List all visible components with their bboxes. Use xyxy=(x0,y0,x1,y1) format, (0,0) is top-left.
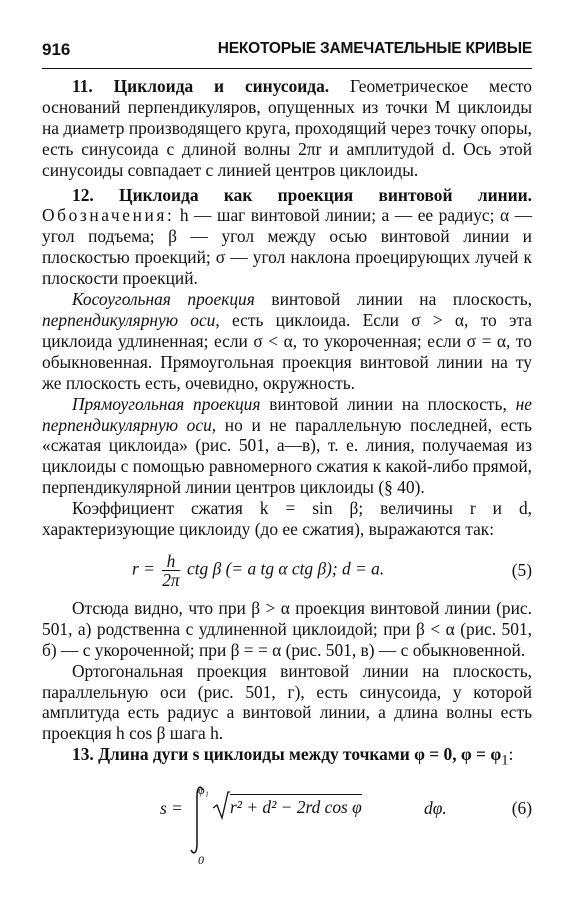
formula-6-integrand: r² + d² − 2rd cos φ xyxy=(230,794,362,818)
section-13-heading: 13. Длина дуги s циклоиды между точками φ = 0, φ = φ xyxy=(72,744,502,765)
formula-5-rest: ctg β (= a tg α ctg β); d = a. xyxy=(187,558,385,579)
formula-5-lhs: r = xyxy=(132,558,155,579)
rect-projection-term: Прямоугольная проекция xyxy=(72,393,261,414)
sqrt-sign-icon xyxy=(212,790,230,820)
section-11-text: Геометрическое место оснований перпендикуляров, опущенных из точки M циклоиды на диаметр производящего круга, проходящий через точку опоры, есть синусоида с длиной волны 2πr и амплитудой d. Ось этой синусоиды совпадает с линией центров циклоиды. xyxy=(42,76,533,180)
orthogonal-paragraph: Ортогональная проекция винтовой линии на плоскость, параллельную оси (рис. 501, г), есть синусоида, у которой амплитуда есть радиус a винтовой линии, а длина волны есть проекция h cos β шага h. xyxy=(42,660,532,744)
formula-6 xyxy=(42,780,532,870)
notation-label: Обозначения: xyxy=(42,205,175,226)
section-12-paragraph xyxy=(42,185,532,290)
formula-5-fraction xyxy=(162,552,179,589)
coefficient-paragraph: Коэффициент сжатия k = sin β; величины r и d, характеризующие циклоиду (до ее сжатия), выражаются так: xyxy=(42,498,532,540)
integral-upper-limit: φ₁ xyxy=(198,782,209,797)
section-12-heading: 12. Циклоида как проекция винтовой линии. xyxy=(72,184,532,205)
formula-5 xyxy=(42,548,532,594)
section-11-paragraph xyxy=(42,76,532,181)
section-13-paragraph xyxy=(42,744,532,771)
formula-6-differential: dφ. xyxy=(424,797,447,818)
page-body xyxy=(42,76,532,870)
hence-paragraph: Отсюда видно, что при β > α проекция винтовой линии (рис. 501, а) родственна с удлиненной циклоидой; при β < α (рис. 501, б) — с укороченной; при β = = α (рис. 501, в) — с обыкновенной. xyxy=(42,597,532,660)
oblique-projection-paragraph xyxy=(42,289,532,394)
rect-projection-paragraph xyxy=(42,394,532,499)
oblique-text-2: есть циклоида. Если σ > α, то эта циклоида удлиненная; если σ < α, то укороченная; если σ = α, то обыкновенная. Прямоугольная проекция винтовой линии на ту же плоскость есть, очевидно, окружность. xyxy=(42,309,532,393)
notation-text: h — шаг винтовой линии; a — ее радиус; α — угол подъема; β — угол между осью винтовой линии и плоскостью проекций; σ — угол наклона проецирующих лучей к плоскости проекций. xyxy=(42,205,532,289)
formula-6-lhs: s = xyxy=(160,797,183,818)
formula-5-denominator: 2π xyxy=(162,569,180,590)
rect-text-1: винтовой линии на плоскость, xyxy=(260,393,516,414)
section-13-colon: : xyxy=(508,744,514,765)
formula-5-numerator: h xyxy=(162,552,179,571)
rect-term-2: не перпендикулярную оси, xyxy=(42,393,532,435)
integral-lower-limit: 0 xyxy=(198,852,204,867)
formula-5-label: (5) xyxy=(511,559,532,580)
page-number: 916 xyxy=(42,40,71,59)
section-13-subscript: 1 xyxy=(501,752,509,769)
oblique-projection-term: Косоугольная проекция xyxy=(72,289,255,310)
oblique-text-1: винтовой линии на плоскость, xyxy=(254,289,532,310)
oblique-term-2: перпендикулярную оси, xyxy=(42,309,220,330)
formula-6-label: (6) xyxy=(511,797,532,818)
section-11-heading: 11. Циклоида и синусоида. xyxy=(72,76,330,96)
running-title: НЕКОТОРЫЕ ЗАМЕЧАТЕЛЬНЫЕ КРИВЫЕ xyxy=(217,40,532,57)
formula-5-expression xyxy=(132,552,384,589)
rect-text-2: но и не параллельную последней, есть «сжатая циклоида» (рис. 501, а—в), т. е. линия, получаемая из циклоиды с помощью равномерного сжатия к какой-либо прямой, перпендикулярной линии центров циклоиды (§ 40). xyxy=(42,414,532,498)
page-header xyxy=(42,38,532,69)
